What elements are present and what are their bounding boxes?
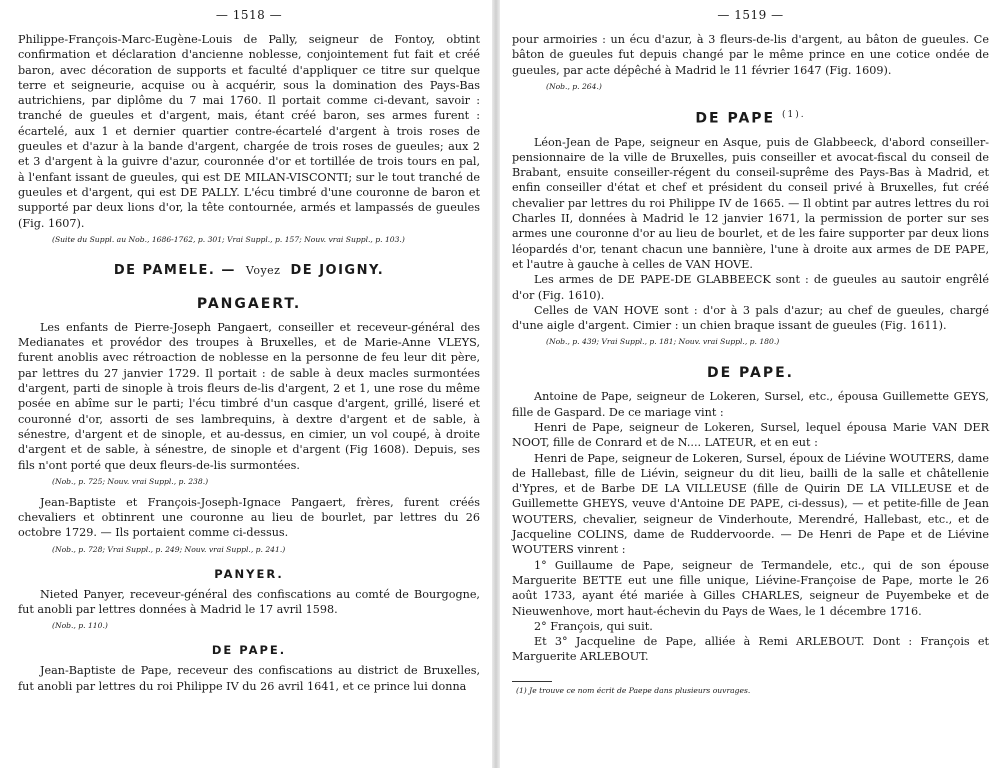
de-pape-heading-1-text: DE PAPE: [695, 110, 776, 127]
de-pape-1-paragraph-3: Celles de VAN HOVE sont : d'or à 3 pals d'azur; au chef de gueules, chargé d'une aigle d'argent. Cimier : un chien braque issant de gueules (Fig. 1611).: [512, 303, 989, 333]
footnote-marker: (1).: [781, 109, 806, 120]
de-pape-2-paragraph-3: Henri de Pape, seigneur de Lokeren, Sursel, époux de Liévine WOUTERS, dame de Hallebast, fille de Liévin, seigneur du dit lieu, bailli de la salle et châtellenie d'Ypres, et de Barbe DE LA VILLEUSE (fille de Quirin DE LA VILLEUSE et de Guillemette GHEYS, veuve d'Antoine DE PAPE, ci-dessus), — et petite-fille de Jean WOUTERS, chevalier, seigneur de Vinderhoute, Merendré, Hallebast, etc., et de Jacqueline COLINS, dame de Ruddervoorde. — De Henri de Pape et de Liévine WOUTERS vinrent :: [512, 451, 989, 557]
pangaert-reference-2: (Nob., p. 728; Vrai Suppl., p. 249; Nouv. vrai Suppl., p. 241.): [52, 544, 286, 554]
de-pape-2-paragraph-4: 1° Guillaume de Pape, seigneur de Termandele, etc., qui de son épouse Marguerite BETTE eut une fille unique, Liévine-Françoise de Pape, morte le 26 août 1733, ayant été mariée à Gilles CHARLES, seigneur de Puyembeke et de Nieuwenhove, mort haut-échevin du Pays de Waes, le 1 décembre 1716.: [512, 558, 989, 618]
page-number-right: — 1519 —: [717, 8, 784, 22]
de-pape-paragraph-left: Jean-Baptiste de Pape, receveur des confiscations au district de Bruxelles, fut anobli par lettres du roi Philippe IV du 26 avril 1641, et ce prince lui donna: [18, 664, 480, 693]
de-pape-1-paragraph-1: Léon-Jean de Pape, seigneur en Asque, puis de Glabbeeck, d'abord conseiller-pensionnaire de la ville de Bruxelles, puis conseiller et avocat-fiscal du conseil de Brabant, ensuite conseiller-régent du conseil-suprême des Pays-Bas à Madrid, et enfin conseiller d'état et chef et président du conseil privé à Bruxelles, fut créé chevalier par lettres du roi Philippe IV de 1665. — Il obtint par autres lettres du roi Charles II, données à Madrid le 12 janvier 1671, la permission de porter sur ses armes une couronne d'or au lieu de bourlet, et de les faire supporter par deux lions léopardés d'or, tenant chacun une bannière, l'une à droite aux armes de DE PAPE, et l'autre à gauche à celles de VAN HOVE.: [512, 135, 989, 271]
left-page: [0, 0, 492, 768]
voyez-label: Voyez: [245, 263, 281, 277]
pamele-name: DE PAMELE.: [113, 262, 216, 278]
footnote: (1) Je trouve ce nom écrit de Paepe dans plusieurs ouvrages.: [516, 685, 751, 695]
de-pape-continuation: pour armoiries : un écu d'azur, à 3 fleurs-de-lis d'argent, au bâton de gueules. Ce bâton de gueules fut depuis changé par le même prince en une cotice ondée de gueules, par acte dépêché à Madrid le 11 février 1647 (Fig. 1609).: [512, 33, 989, 77]
de-pape-2-paragraph-2: Henri de Pape, seigneur de Lokeren, Sursel, lequel épousa Marie VAN DER NOOT, fille de Conrard et de N.... LATEUR, et en eut :: [512, 421, 989, 450]
de-pape-heading-1: [512, 110, 989, 127]
pally-entry: Philippe-François-Marc-Eugène-Louis de Pally, seigneur de Fontoy, obtint confirmation et déclaration d'ancienne noblesse, conjointement fut fait et créé baron, avec décoration de supports et faculté d'appliquer ce titre sur quelque terre et seigneurie, acquise ou à acquérir, sous la domination des Pays-Bas autrichiens, par diplôme du 7 mai 1760. Il portait comme ci-devant, savoir : tranché de gueules et d'argent, mais, étant créé baron, ses armes furent : écartelé, aux 1 et dernier quartier contre-écartelé d'argent à trois roses de gueules et d'azur à la bande d'argent, chargée de trois roses de gueules; aux 2 et 3 d'argent à la guivre d'azur, couronnée d'or et tortillée de trois tours en pal, à l'enfant issant de gueules, qui est DE MILAN-VISCONTI; sur le tout tranché de gueules et d'argent, qui est DE PALLY. L'écu timbré d'une couronne de baron et supporté par deux lions d'or, la tête contournée, armés et lampassés de gueules (Fig. 1607).: [18, 33, 480, 230]
continuation-reference: (Nob., p. 264.): [546, 81, 602, 91]
book-gutter: [492, 0, 500, 768]
pangaert-paragraph-2: Jean-Baptiste et François-Joseph-Ignace Pangaert, frères, furent créés chevaliers et obtinrent une couronne au lieu de bourlet, par lettres du 26 octobre 1729. — Ils portaient comme ci-dessus.: [18, 495, 480, 540]
pamele-crossref: [18, 263, 480, 278]
de-pape-2-paragraph-1: Antoine de Pape, seigneur de Lokeren, Sursel, etc., épousa Guillemette GEYS, fille de Gaspard. De ce mariage vint :: [512, 390, 989, 419]
pangaert-reference-1: (Nob., p. 725; Nouv. vrai Suppl., p. 238.): [52, 476, 209, 486]
panyer-heading: PANYER.: [214, 566, 284, 581]
pangaert-heading: PANGAERT.: [196, 295, 302, 312]
de-pape-2-paragraph-5: 2° François, qui suit.: [534, 619, 653, 633]
de-pape-2-paragraph-6: Et 3° Jacqueline de Pape, alliée à Remi ARLEBOUT. Dont : François et Marguerite ARLEBOUT.: [512, 635, 989, 664]
crossref-dash: —: [221, 262, 236, 278]
pangaert-paragraph-1: Les enfants de Pierre-Joseph Pangaert, conseiller et receveur-général des Medianates et provédor des troupes à Bruxelles, et de Marie-Anne VLEYS, furent anoblis avec rétroaction de noblesse en la personne de feu leur dit père, par lettres du 27 janvier 1729. Il portait : de sable à deux macles surmontées d'argent, parti de sinople à trois fleurs de-lis d'argent, 2 et 1, une rose du même posée en abîme sur le parti; l'écu timbré d'un casque d'argent, grillé, liseré et couronné d'or, assorti de ses lambrequins, à dextre d'argent et de sable, à sénestre, d'argent et de sinople, et au-dessus, en cimier, un vol coupé, à droite d'argent et de sable, à sénestre, de sinople et d'argent (Fig 1608). Depuis, ses fils n'ont porté que deux fleurs-de-lis surmontées.: [18, 320, 480, 472]
page-number-left: — 1518 —: [215, 8, 283, 22]
de-pape-heading-left: DE PAPE.: [211, 643, 287, 658]
de-pape-heading-2: DE PAPE.: [706, 365, 794, 382]
pally-reference: (Suite du Suppl. au Nob., 1686-1762, p. 301; Vrai Suppl., p. 157; Nouv. vrai Suppl., p. 103.): [52, 234, 405, 244]
joigny-target: DE JOIGNY.: [290, 262, 385, 278]
panyer-reference: (Nob., p. 110.): [52, 621, 108, 631]
footnote-rule: [512, 681, 552, 682]
right-page: [500, 0, 1003, 768]
panyer-paragraph: Nieted Panyer, receveur-général des confiscations au comté de Bourgogne, fut anobli par lettres données à Madrid le 17 avril 1598.: [18, 587, 480, 617]
de-pape-1-paragraph-2: Les armes de DE PAPE-DE GLABBEECK sont : de gueules au sautoir engrêlé d'or (Fig. 1610).: [512, 273, 989, 302]
de-pape-1-reference: (Nob., p. 439; Vrai Suppl., p. 181; Nouv. vrai Suppl., p. 180.): [546, 337, 780, 347]
